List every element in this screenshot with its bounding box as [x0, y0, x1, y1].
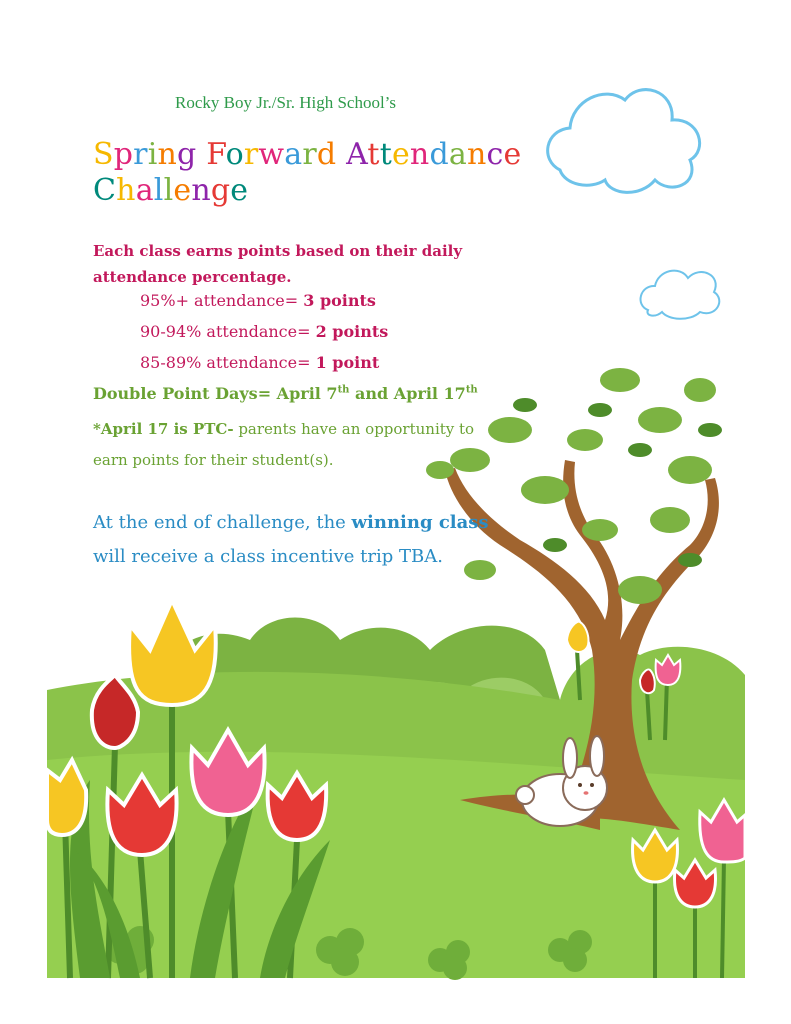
title-letter: e: [173, 173, 192, 208]
title-letter: a: [135, 173, 154, 208]
title-letter: [336, 137, 346, 172]
reward-bold: winning class: [351, 512, 489, 533]
school-name: Rocky Boy Jr./Sr. High School’s: [175, 93, 397, 112]
title-letter: l: [163, 173, 174, 208]
tier-value: 2 points: [315, 322, 389, 341]
tier-range: 85-89% attendance=: [140, 353, 316, 372]
ptc-rest: parents have an opportunity to earn points for their student(s).: [93, 420, 475, 469]
title-letter: t: [379, 137, 392, 172]
title-line-2: [93, 173, 521, 209]
title-letter: t: [367, 137, 380, 172]
title-letter: l: [153, 173, 164, 208]
title-letter: [196, 137, 206, 172]
double-sup-1: th: [337, 384, 350, 396]
title-letter: i: [147, 137, 158, 172]
title-letter: p: [113, 137, 134, 172]
title-letter: h: [116, 173, 136, 208]
points-tier-3: [140, 353, 379, 372]
title-letter: a: [448, 137, 467, 172]
title-letter: n: [157, 137, 178, 172]
title-letter: o: [225, 137, 244, 172]
title-letter: d: [316, 137, 337, 172]
points-intro: Each class earns points based on their daily attendance percentage.: [93, 242, 463, 286]
title-letter: c: [486, 137, 504, 172]
reward-post: will receive a class incentive trip TBA.: [93, 546, 443, 567]
double-mid: and April 17: [349, 384, 466, 403]
double-point-days: [93, 384, 478, 403]
tier-value: 1 point: [315, 353, 380, 372]
tier-range: 90-94% attendance=: [140, 322, 316, 341]
cloud-icon: [548, 90, 700, 193]
title-letter: r: [302, 137, 317, 172]
tier-value: 3 points: [303, 291, 376, 310]
title-letter: d: [429, 137, 449, 172]
page-title: [93, 137, 521, 209]
title-letter: C: [93, 173, 117, 208]
tier-range: 95%+ attendance=: [140, 291, 304, 310]
title-letter: r: [243, 137, 259, 172]
reward-pre: At the end of challenge, the: [93, 512, 352, 533]
title-letter: w: [258, 137, 285, 172]
title-letter: e: [391, 137, 410, 172]
title-letter: a: [284, 137, 303, 172]
title-letter: A: [346, 137, 368, 172]
points-tier-1: [140, 291, 376, 310]
title-letter: n: [409, 137, 430, 172]
title-letter: e: [230, 173, 249, 208]
challenge-reward: [93, 506, 513, 574]
points-tier-2: [140, 322, 388, 341]
small-cloud-icon: [641, 271, 720, 319]
title-line-1: [93, 137, 521, 173]
ptc-bold: *April 17 is PTC-: [93, 420, 234, 438]
title-letter: g: [210, 173, 231, 208]
title-letter: r: [133, 137, 148, 172]
double-sup-2: th: [465, 384, 478, 396]
title-letter: g: [177, 137, 197, 172]
title-letter: n: [466, 137, 487, 172]
title-letter: n: [191, 173, 211, 208]
ptc-note: [93, 414, 513, 476]
title-letter: F: [206, 137, 226, 172]
double-label: Double Point Days= April 7: [93, 384, 338, 403]
title-letter: e: [503, 137, 522, 172]
title-letter: S: [93, 137, 114, 172]
